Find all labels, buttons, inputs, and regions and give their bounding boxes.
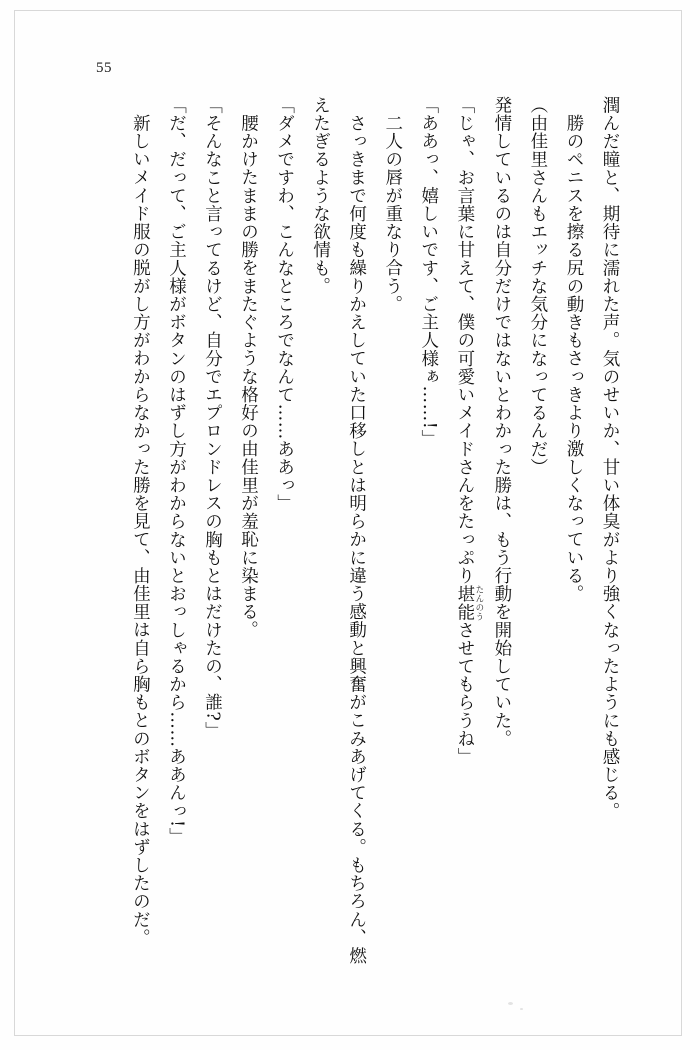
page-number: 55 [96, 60, 112, 76]
scan-speck [520, 1008, 523, 1010]
paragraph: 腰かけたままの勝をまたぐような格好の由佳里が羞恥に染まる。 [238, 113, 259, 639]
paragraph: さっきまで何度も繰りかえしていた口移しとは明らかに違う感動と興奮がこみあげてくる。もちろん、燃えたぎるような欲情も。 [310, 96, 367, 965]
paragraph: 新しいメイド服の脱がし方がわからなかった勝を見て、由佳里は自ら胸もとのボタンをはずしたのだ。 [130, 113, 151, 947]
paragraph: 「ああっ、嬉しいです、ご主人様ぁ……!」 [418, 96, 439, 448]
scan-speck [508, 1002, 513, 1005]
paragraph: 「そんなこと言ってるけど、自分でエプロンドレスの胸もとはだけたの、誰?」 [202, 96, 223, 740]
paragraph: 発情しているのは自分だけではないとわかった勝は、もう行動を開始していた。 [491, 96, 512, 748]
body-text-vertical [108, 96, 628, 976]
paragraph: 「ダメですわ、こんなところでなんて……ああっ」 [274, 96, 295, 513]
paragraph: 「じゃ、お言葉に甘えて、僕の可愛いメイドさんをたっぷり堪能 たんのうさせてもらうね」 [454, 96, 484, 766]
paragraph: （由佳里さんもエッチな気分になってるんだ） [527, 96, 548, 477]
ruby-annotation: 堪能 たんのう [454, 584, 484, 621]
paragraph: 「だ、だって、ご主人様がボタンのはずし方がわからないとおっしゃるから……ああんっ!」 [166, 96, 187, 846]
paragraph: 勝のペニスを擦る尻の動きもさっきより激しくなっている。 [563, 113, 584, 603]
paragraph: 二人の唇が重なり合う。 [382, 113, 403, 313]
paragraph: 潤んだ瞳と、期待に濡れた声。気のせいか、甘い体臭がより強くなったようにも感じる。 [600, 96, 620, 820]
